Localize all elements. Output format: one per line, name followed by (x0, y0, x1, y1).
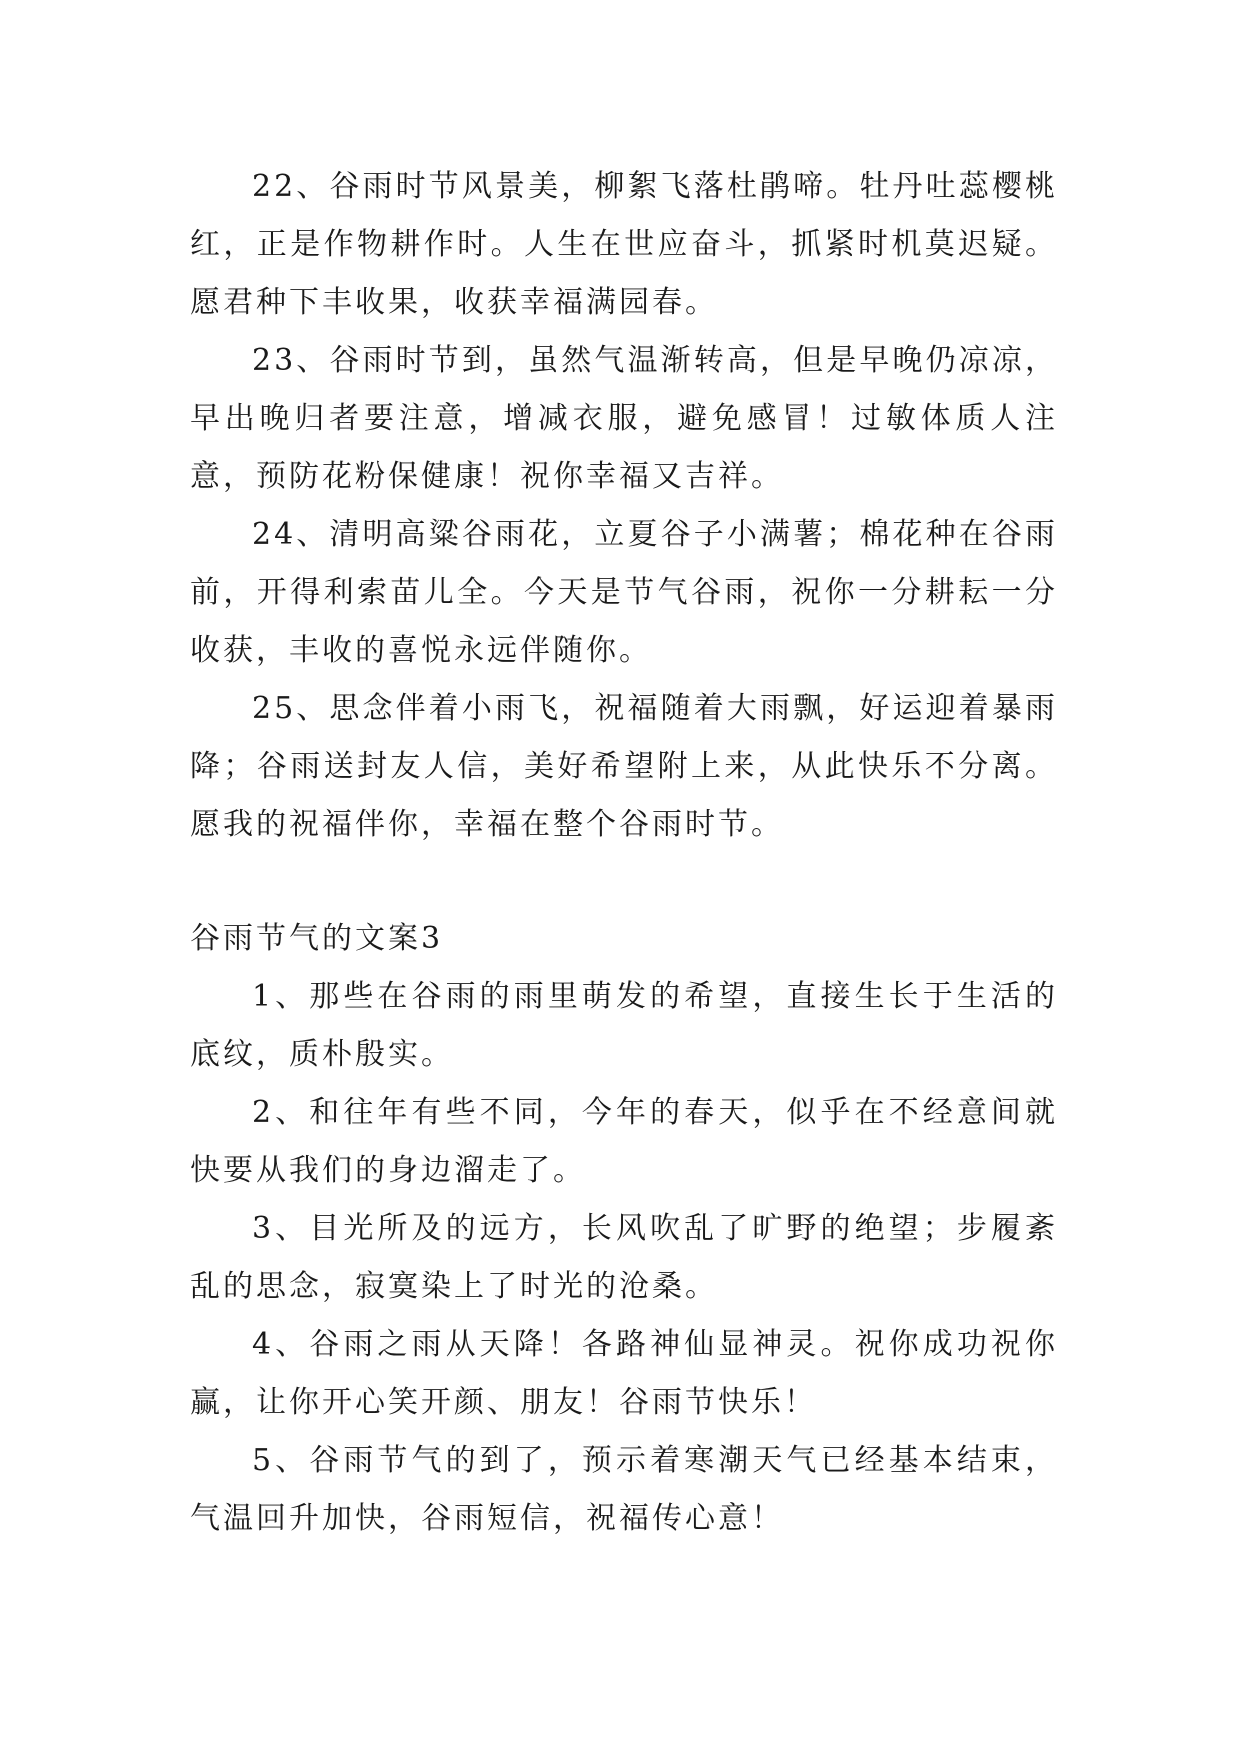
section-heading-wrap (190, 910, 1058, 968)
paragraph-4: 4、谷雨之雨从天降！各路神仙显神灵。祝你成功祝你赢，让你开心笑开颜、朋友！谷雨节快乐！ (190, 1327, 1058, 1420)
section-heading: 谷雨节气的文案3 (190, 921, 444, 956)
paragraph-23: 23、谷雨时节到，虽然气温渐转高，但是早晚仍凉凉，早出晚归者要注意，增减衣服，避免感冒！过敏体质人注意，预防花粉保健康！祝你幸福又吉祥。 (190, 343, 1058, 494)
section-one (190, 158, 1058, 854)
paragraph-3: 3、目光所及的远方，长风吹乱了旷野的绝望；步履紊乱的思念，寂寞染上了时光的沧桑。 (190, 1211, 1058, 1304)
paragraph-25: 25、思念伴着小雨飞，祝福随着大雨飘，好运迎着暴雨降；谷雨送封友人信，美好希望附上来，从此快乐不分离。愿我的祝福伴你，幸福在整个谷雨时节。 (190, 691, 1058, 842)
paragraph-5: 5、谷雨节气的到了，预示着寒潮天气已经基本结束，气温回升加快，谷雨短信，祝福传心意！ (190, 1443, 1058, 1536)
paragraph-2: 2、和往年有些不同，今年的春天，似乎在不经意间就快要从我们的身边溜走了。 (190, 1095, 1058, 1188)
paragraph-24: 24、清明高粱谷雨花，立夏谷子小满薯；棉花种在谷雨前，开得利索苗儿全。今天是节气谷雨，祝你一分耕耘一分收获，丰收的喜悦永远伴随你。 (190, 517, 1058, 668)
paragraph-1: 1、那些在谷雨的雨里萌发的希望，直接生长于生活的底纹，质朴殷实。 (190, 979, 1058, 1072)
section-two (190, 968, 1058, 1548)
paragraph-22: 22、谷雨时节风景美，柳絮飞落杜鹃啼。牡丹吐蕊樱桃红，正是作物耕作时。人生在世应奋斗，抓紧时机莫迟疑。愿君种下丰收果，收获幸福满园春。 (190, 169, 1058, 320)
